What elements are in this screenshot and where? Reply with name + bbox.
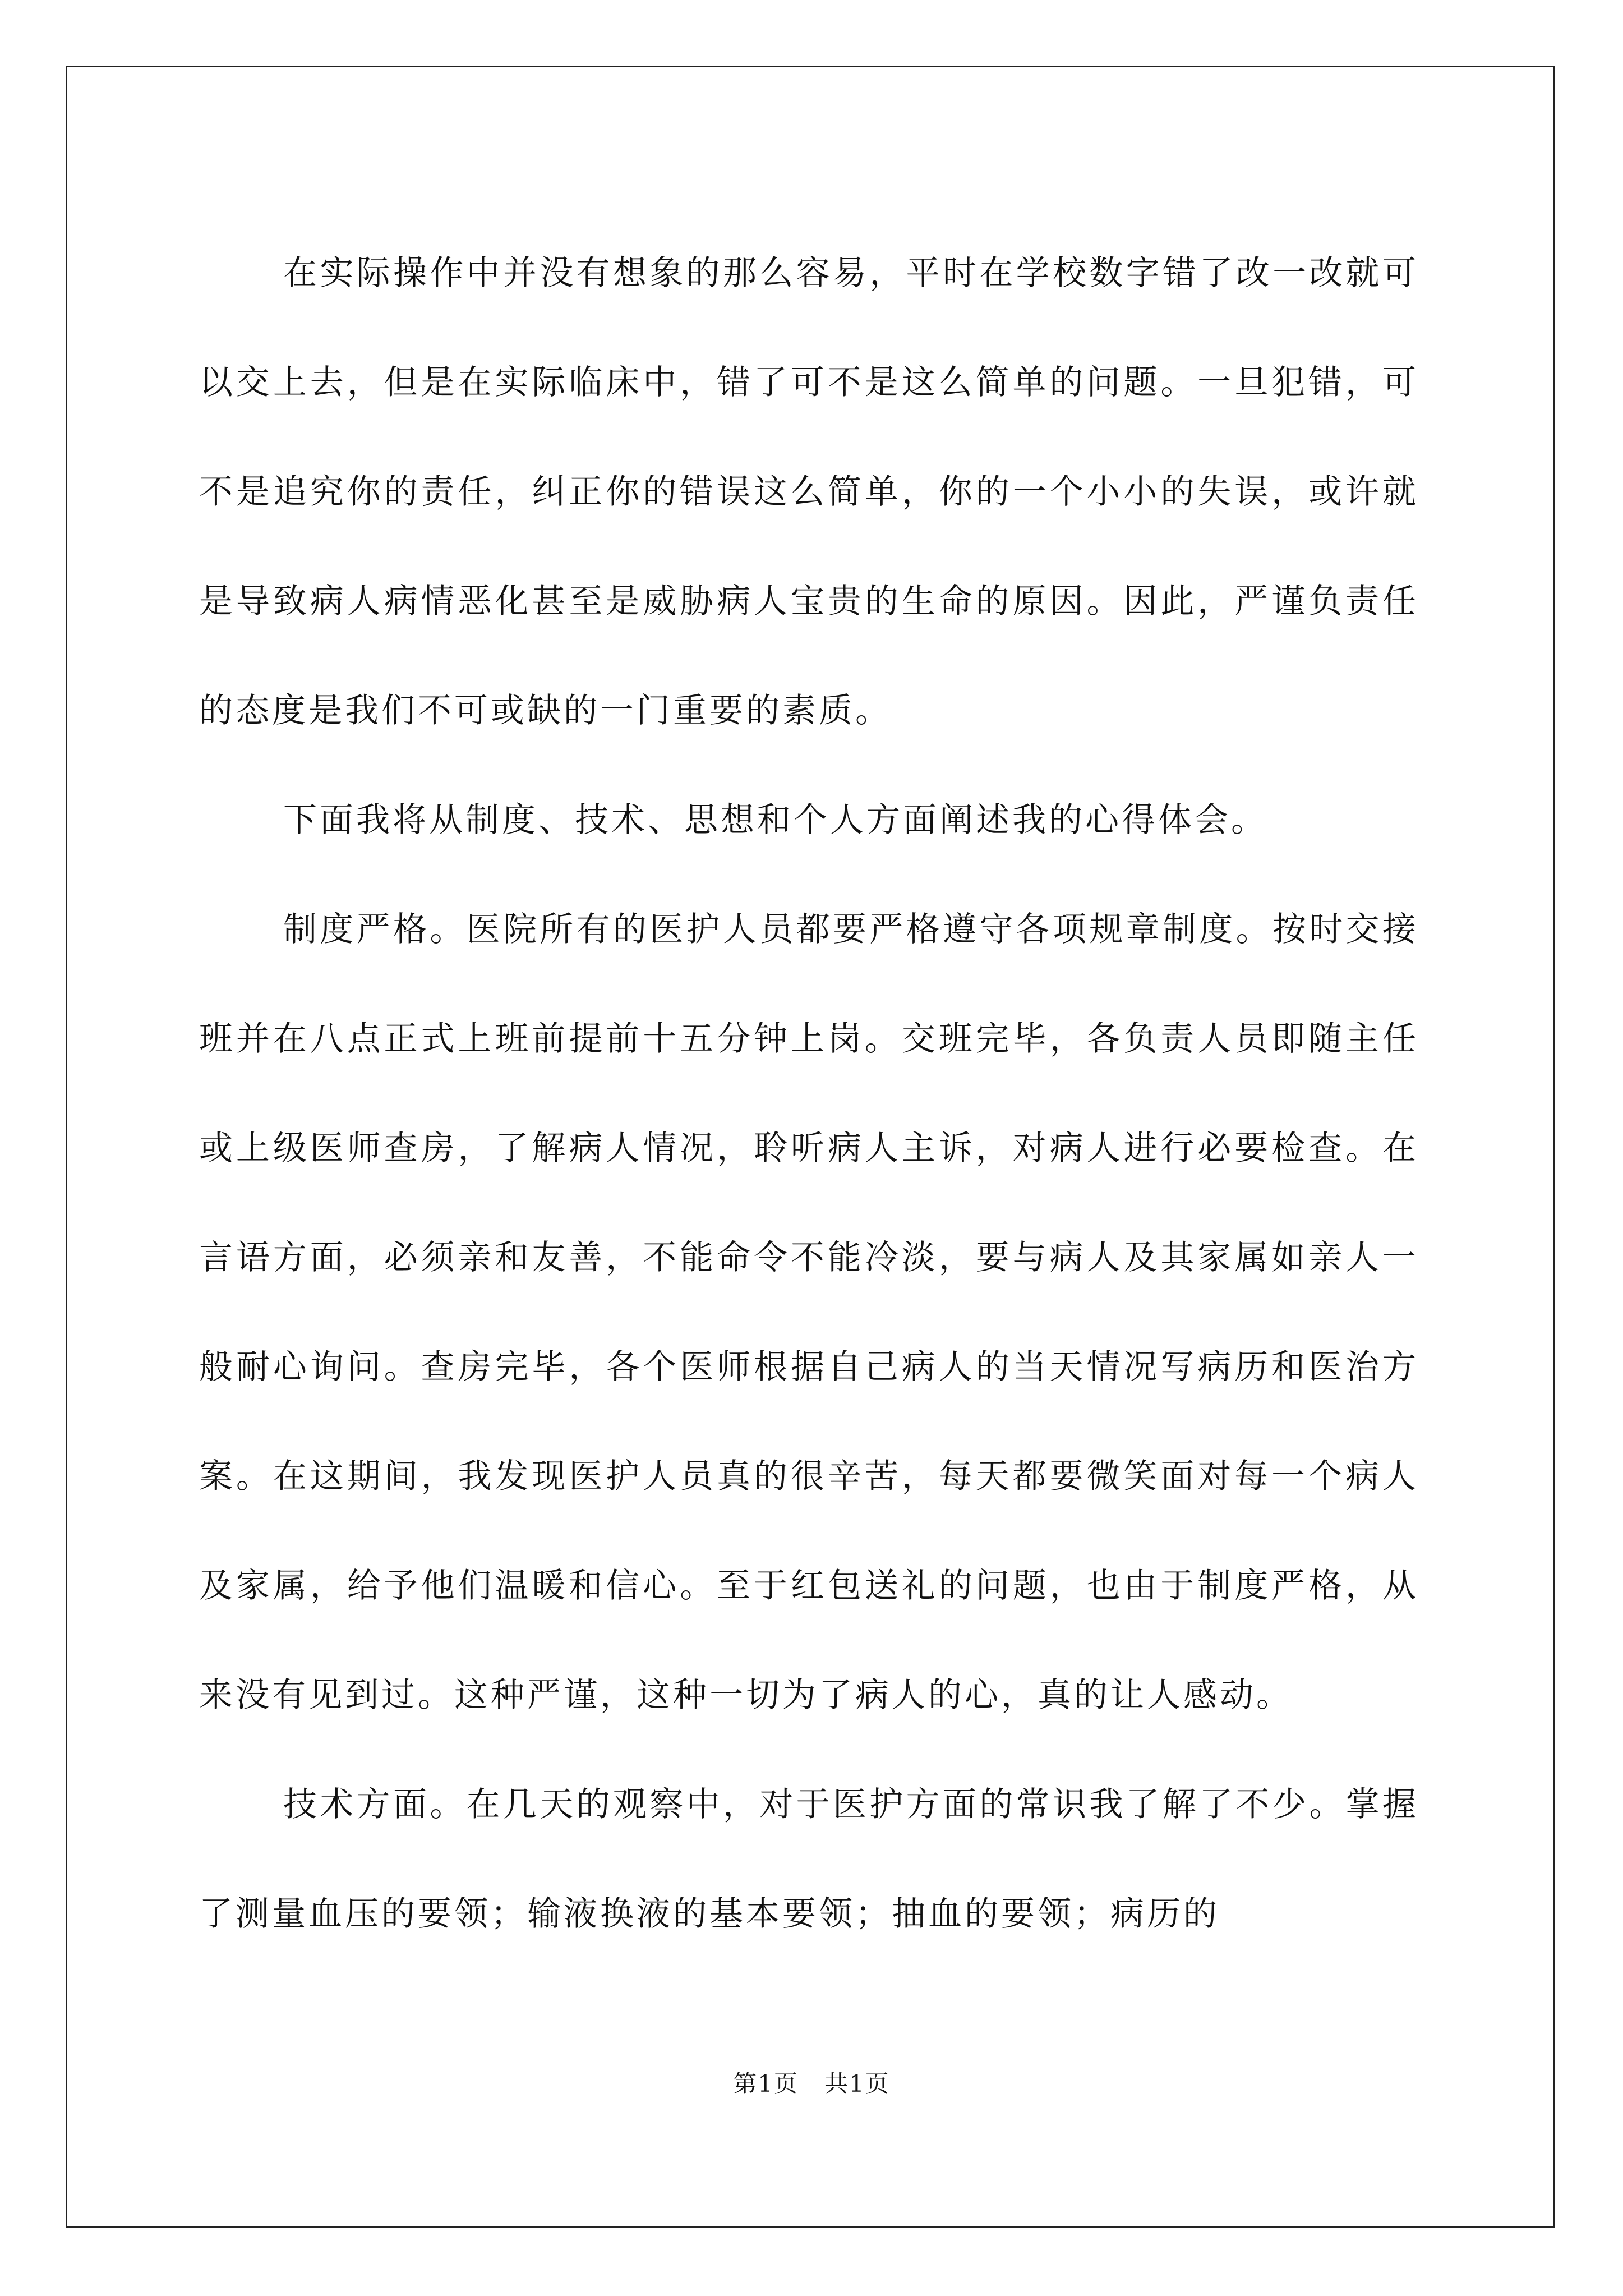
paragraph-3: 制度严格。医院所有的医护人员都要严格遵守各项规章制度。按时交接班并在八点正式上班前提前十五分钟上岗。交班完毕，各负责人员即随主任或上级医师查房，了解病人情况，聆听病人主诉，对病人进行必要检查。在言语方面，必须亲和友善，不能命令不能冷淡，要与病人及其家属如亲人一般耐心询问。查房完毕，各个医师根据自己病人的当天情况写病历和医治方案。在这期间，我发现医护人员真的很辛苦，每天都要微笑面对每一个病人及家属，给予他们温暖和信心。至于红包送礼的问题，也由于制度严格，从来没有见到过。这种严谨，这种一切为了病人的心，真的让人感动。 [199,910,1419,1715]
page-number: 第1页 [733,2070,799,2097]
page-total: 共1页 [824,2070,890,2097]
paragraph-2: 下面我将从制度、技术、思想和个人方面阐述我的心得体会。 [283,800,1267,840]
page-footer [0,2067,1623,2101]
document-body [199,219,1419,1969]
paragraph-1: 在实际操作中并没有想象的那么容易，平时在学校数字错了改一改就可以交上去，但是在实际临床中，错了可不是这么简单的问题。一旦犯错，可不是追究你的责任，纠正你的错误这么简单，你的一个小小的失误，或许就是导致病人病情恶化甚至是威胁病人宝贵的生命的原因。因此，严谨负责任的态度是我们不可或缺的一门重要的素质。 [199,254,1419,730]
footer-spacer [799,2070,824,2097]
paragraph-4: 技术方面。在几天的观察中，对于医护方面的常识我了解了不少。掌握了测量血压的要领；输液换液的基本要领；抽血的要领；病历的 [199,1785,1419,1934]
